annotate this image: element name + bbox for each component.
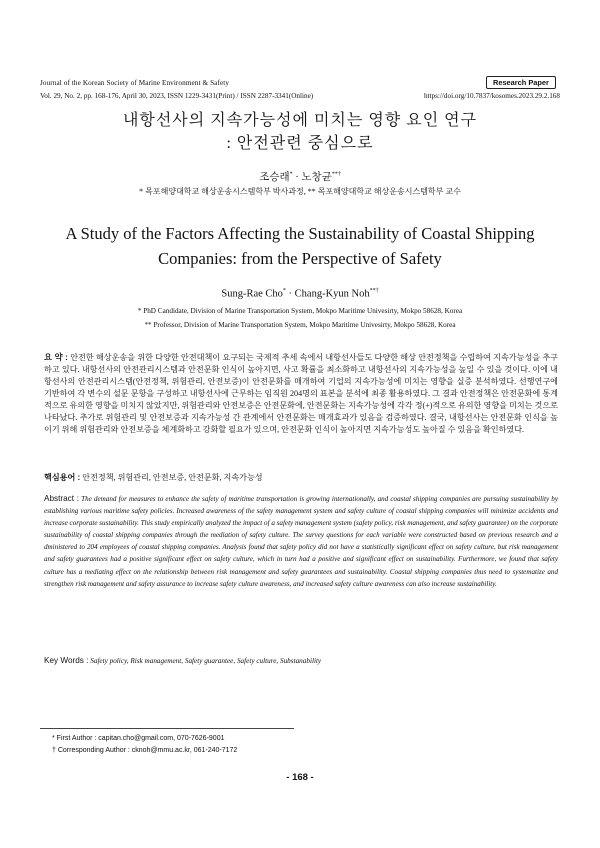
english-title (40, 221, 560, 271)
english-authors (0, 288, 600, 300)
research-paper-badge: Research Paper (486, 76, 556, 89)
korean-abstract (44, 351, 558, 436)
english-keywords-label: Key Words : (44, 656, 89, 665)
author-separator: · (285, 288, 295, 300)
english-abstract-label: Abstract : (44, 494, 79, 503)
english-author2-mark: **† (369, 288, 379, 294)
korean-title-line1: 내항선사의 지속가능성에 미치는 영향 요인 연구 (122, 112, 478, 129)
journal-name: Journal of the Korean Society of Marine Environment & Safety (40, 79, 230, 87)
english-abstract (44, 493, 558, 590)
english-affiliation-2: ** Professor, Division of Marine Transportation System, Mokpo Maritime Univesirty, Mokpo 58628, Korea (144, 321, 456, 329)
korean-authors (0, 169, 600, 184)
english-keywords-text: Safety policy, Risk management, Safety guarantee, Safety culture, Substanability (90, 657, 322, 665)
doi-link[interactable]: https://doi.org/10.7837/kosomes.2023.29.2.168 (423, 92, 560, 100)
english-title-line2: Companies: from the Perspective of Safety (158, 249, 442, 268)
korean-author2: 노창균 (301, 172, 332, 183)
korean-author2-mark: **† (331, 171, 341, 178)
english-keywords (44, 656, 321, 665)
korean-affiliation: * 목포해양대학교 해상운송시스템학부 박사과정, ** 목포해양대학교 해상운송시스템학부 교수 (139, 187, 461, 196)
korean-keywords (44, 472, 263, 483)
english-affiliation-1: * PhD Candidate, Division of Marine Transportation System, Mokpo Maritime Univesirty, Mokpo 58628, Korea (137, 307, 463, 315)
korean-abstract-text: 안전한 해상운송을 위한 다양한 안전대책이 요구되는 국제적 추세 속에서 내항선사들도 다양한 해상 안전정책을 수립하여 지속가능성을 추구하고 있다. 내항선사의 안전관리시스템과 안전문화 인식이 높아지면, 사고 확률을 최소화하고 내항선사의 지속가능성을 높일 수 있을 것이다. 이에 내항선사의 안전관리시스템(안전정책, 위험관리, 안전보증)이 안전문화를 매개하여 기업의 지속가능성에 미치는 영향을 실증 분석하였다. 선행연구에 기반하여 각 변수의 설문 문항을 구성하고 내항선사에 근무하는 임직원 204명의 표본을 분석에 최종 활용하였다. 그 결과 안전정책은 안전문화에 통계적으로 유의한 영향을 미치지 않았지만, 위험관리와 안전보증은 안전문화에, 안전문화는 지속가능성에 각각 정(+)적으로 유의한 영향을 미치는 것으로 나타났다. 추가로 위험관리 및 안전보증과 지속가능성 간 관계에서 안전문화는 매개효과가 있음을 검증하였다. 결국, 내항선사는 안전문화 인식을 높이기 위해 위험관리와 안전보증을 체계화하고 강화할 필요가 있으며, 안전문화 인식이 높아지면 지속가능성도 높아질 수 있음을 확인하였다. (44, 353, 558, 434)
author-separator: · (292, 172, 302, 183)
footnote-corresponding-author: † Corresponding Author : cknoh@mmu.ac.kr, 061-240-7172 (52, 747, 238, 754)
korean-author1-mark: * (289, 171, 293, 178)
korean-abstract-label: 요 약 : (44, 352, 68, 362)
footnote-divider (40, 728, 294, 729)
volume-info: Vol. 29, No. 2, pp. 168-176, April 30, 2023, ISSN 1229-3431(Print) / ISSN 2287-3341(Online) (40, 92, 314, 100)
volume-line (40, 92, 560, 100)
korean-keywords-text: 안전정책, 위험관리, 안전보증, 안전문화, 지속가능성 (82, 473, 263, 482)
footnote-first-author: * First Author : capitan.cho@gmail.com, 070-7626-9001 (52, 735, 225, 742)
korean-keywords-label: 핵심용어 : (44, 473, 81, 482)
english-abstract-text: The demand for measures to enhance the safety of maritime transportation is growing internationally, and coastal shipping companies are pursuing sustainability by establishing various maritime safety policies. Increased awareness of the safety management system and safety culture of coastal shipping companies will minimize accidents and increase corporate sustainability. This study empirically analyzed the impact of a safety management system (safety policy, risk management, and safety guarantee) on the corporate sustainability of coastal shipping companies through the mediation of safety culture. The survey questions for each variable were constructed based on previous research and a dministered to 204 employees of coastal shipping companies. Analysis found that safety policy did not have a statistically significant effect on safety culture, but risk management and safety guarantees had a positive significant effect on safety culture, which in turn had a positive and significant effect on sustainability. Furthermore, we found that safety culture has a mediating effect on the relationship between risk management and safety guarantees and sustainability. Coastal shipping companies thus need to systematize and strengthen risk management and safety assurance to increase safety culture awareness, and increased safety culture awareness can also increase sustainability. (44, 495, 558, 588)
english-title-line1: A Study of the Factors Affecting the Sustainability of Coastal Shipping (65, 224, 535, 243)
english-author1-mark: * (282, 288, 286, 294)
korean-author1: 조승래 (259, 172, 290, 183)
page-number: - 168 - (286, 772, 314, 783)
english-author2: Chang-Kyun Noh (294, 288, 370, 300)
korean-title-line2: : 안전관련 중심으로 (226, 135, 374, 152)
english-author1: Sung-Rae Cho (221, 288, 283, 300)
